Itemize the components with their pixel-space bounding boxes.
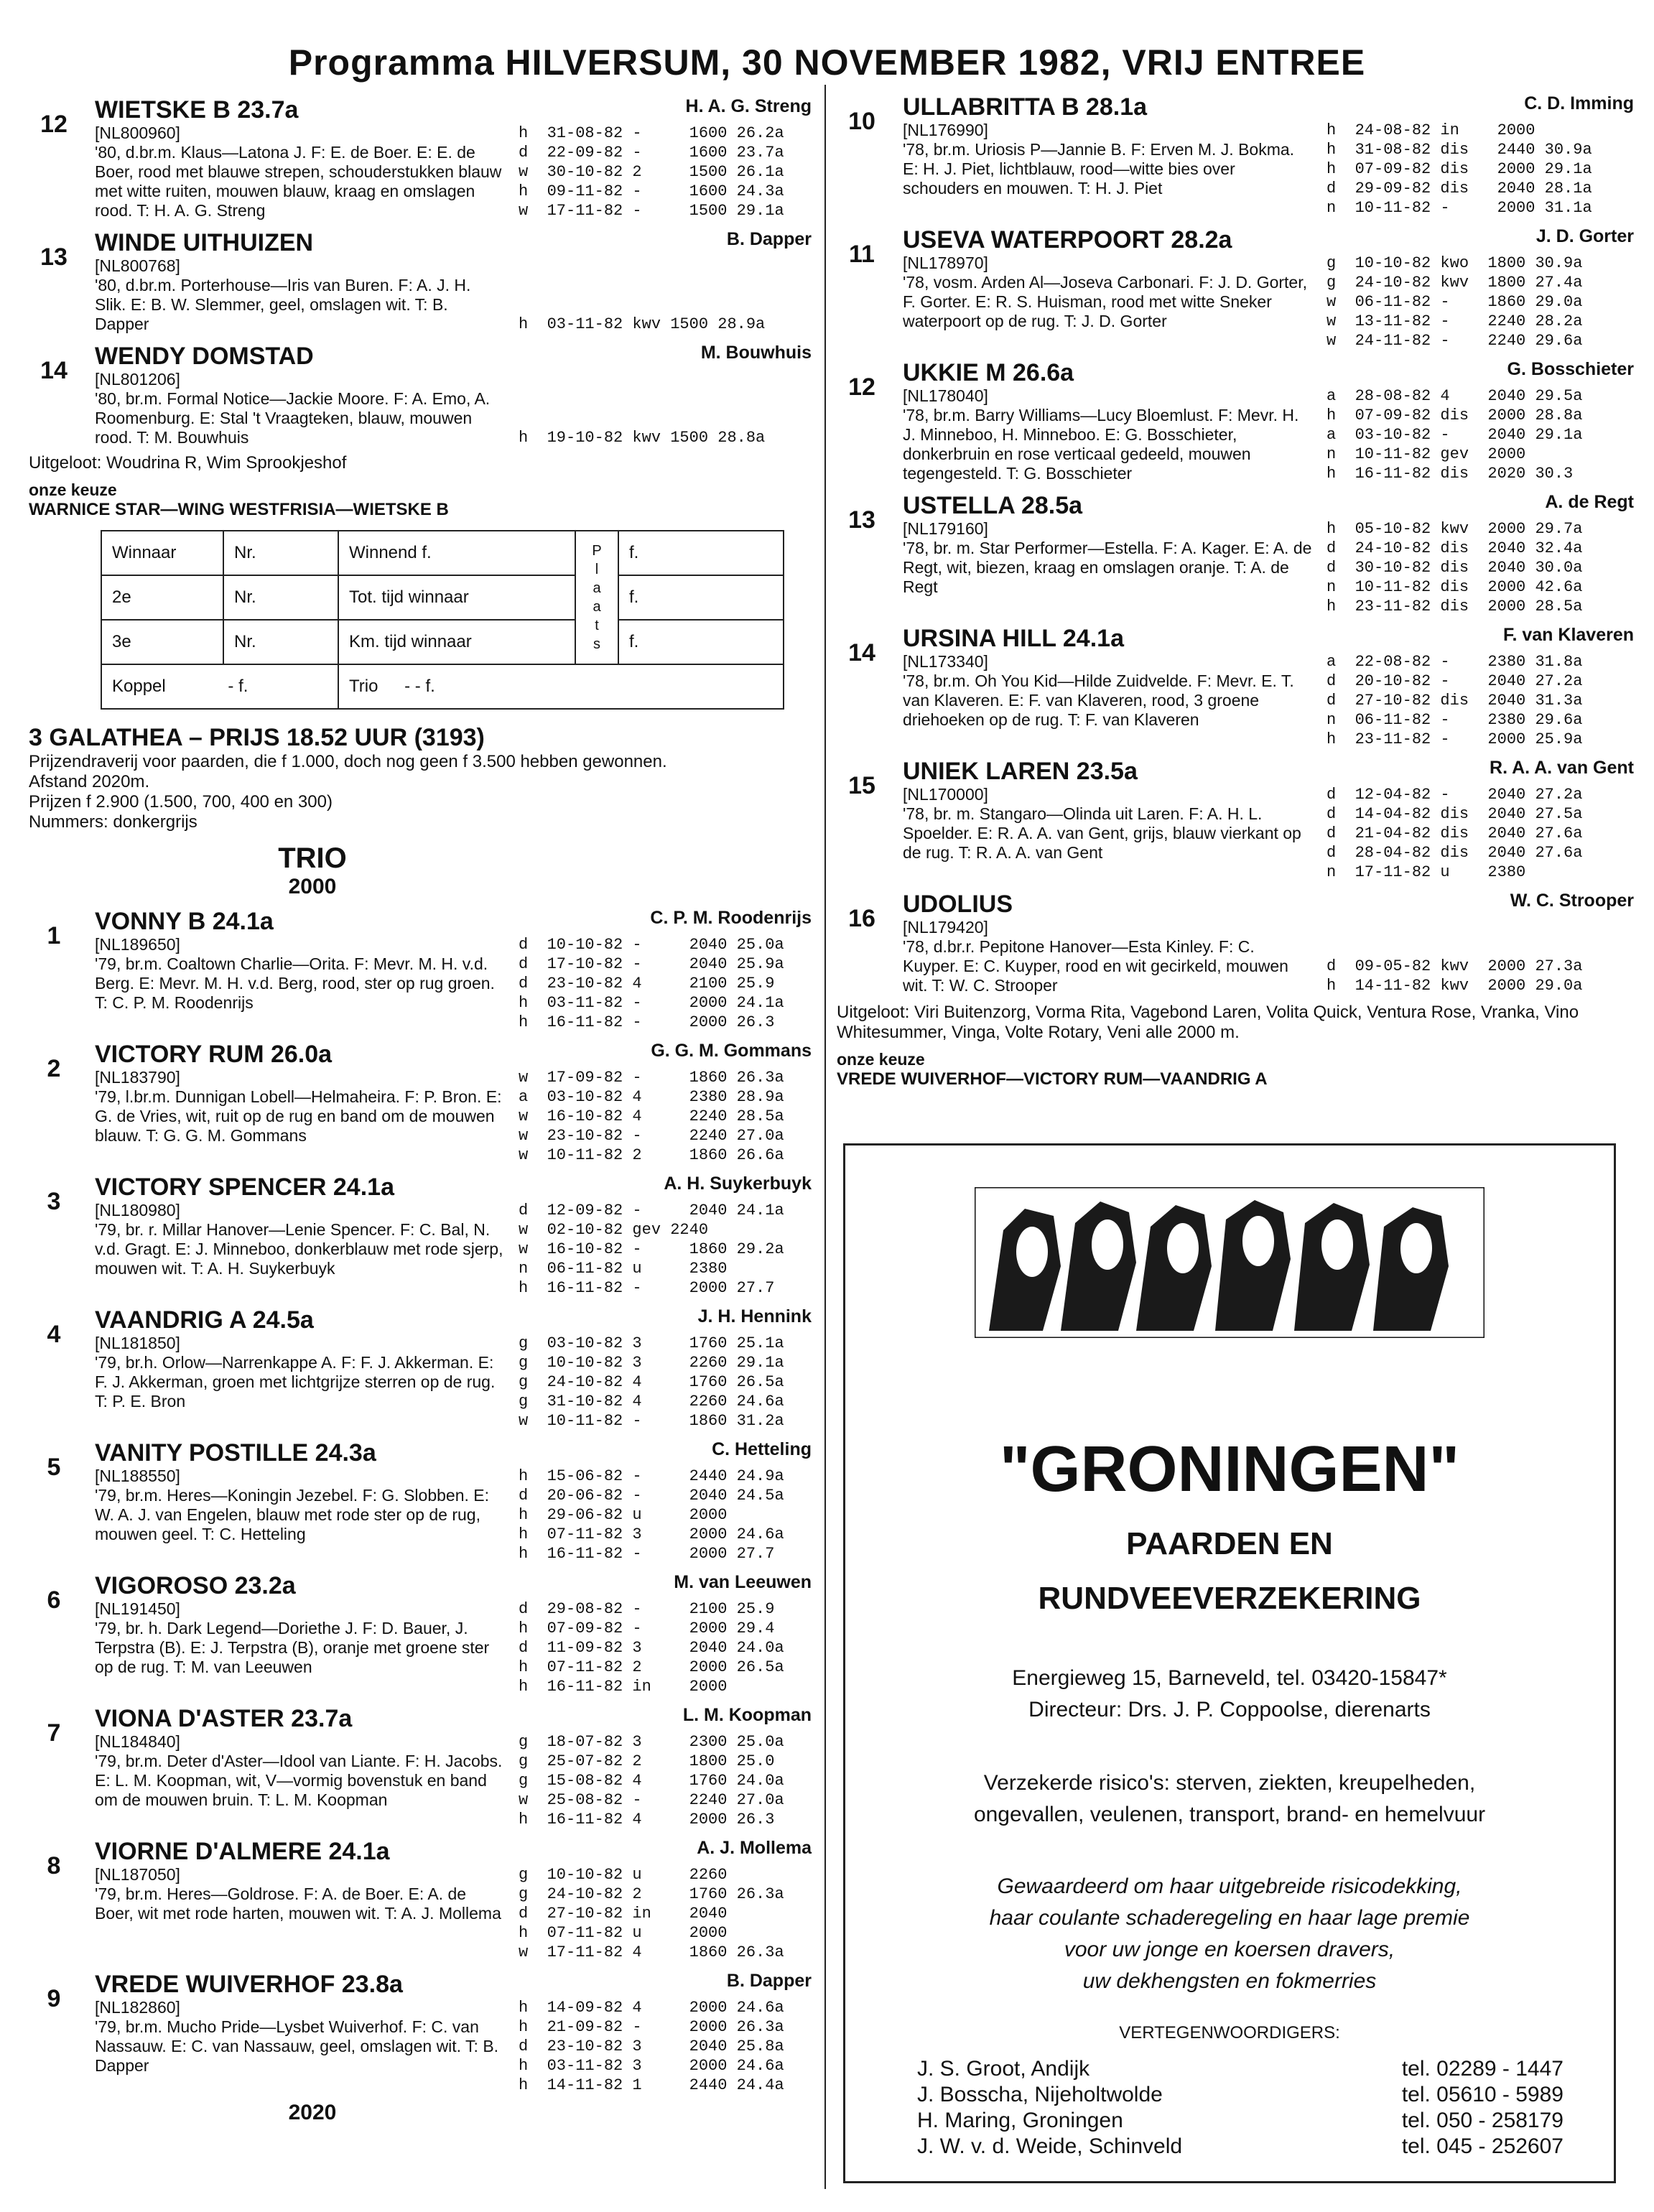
entry-number: 9 xyxy=(47,1985,61,2012)
horse-entry xyxy=(837,758,1634,882)
horse-name: USTELLA 28.5a xyxy=(903,492,1083,519)
rep-tel: tel. 02289 - 1447 xyxy=(1401,2057,1564,2081)
registration-number: [NL184840] xyxy=(95,1732,180,1751)
trainer-name: A. de Regt xyxy=(1545,492,1634,512)
trio-f: - - f. xyxy=(404,677,435,696)
nr-label: Nr. xyxy=(223,575,338,620)
horse-entry xyxy=(29,1572,812,1696)
horse-entry xyxy=(837,891,1634,995)
horse-name: UNIEK LAREN 23.5a xyxy=(903,758,1138,785)
reps-title: VERTEGENWOORDIGERS: xyxy=(1119,2023,1340,2043)
horse-description: '80, br.m. Formal Notice—Jackie Moore. F: A. Emo, A. Roomenburg. E: Stal 't Vraagteken, blauw, mouwen rood. T: M. Bouwhuis xyxy=(95,389,491,447)
trainer-name: B. Dapper xyxy=(726,229,812,249)
registration-number: [NL179420] xyxy=(903,918,988,937)
entry-number: 13 xyxy=(40,243,68,271)
trainer-name: J. H. Hennink xyxy=(697,1306,812,1326)
race-history: h 14-09-82 4 2000 24.6a h 21-09-82 - 2000 26.3a d 23-10-82 3 2040 25.8a h 03-11-82 3 2000 24.6a h 14-11-82 1 2440 24.4a xyxy=(519,1999,784,2094)
koppel-cell xyxy=(101,664,338,709)
entry-number: 1 xyxy=(47,922,61,949)
horse-description: '78, br.m. Uriosis P—Jannie B. F: Erven M. J. Bokma. E: H. J. Piet, lichtblauw, rood—witte bies over schouders en mouwen. T: H. J. Piet xyxy=(903,140,1295,198)
horse-description: '78, br. m. Star Performer—Estella. F: A. Kager. E: A. de Regt, wit, biezen, kraag en omslagen oranje. T: A. de Regt xyxy=(903,539,1312,596)
rep-name: J. S. Groot, Andijk xyxy=(917,2057,1090,2081)
horse-name: VIORNE D'ALMERE 24.1a xyxy=(95,1838,390,1865)
ad-risks-2: ongevallen, veulenen, transport, brand- en hemelvuur xyxy=(973,1803,1486,1826)
trainer-name: C. Hetteling xyxy=(712,1439,812,1459)
horse-name: WIETSKE B 23.7a xyxy=(95,96,299,124)
horse-description: '78, br. m. Stangaro—Olinda uit Laren. F: A. H. L. Spoelder. E: R. A. A. van Gent, grijs, blauw vierkant op de rug. T: R. A. A. van Gent xyxy=(903,804,1301,862)
trainer-name: A. J. Mollema xyxy=(697,1838,812,1858)
plaats-label: P l a a t s xyxy=(575,531,618,664)
registration-number: [NL179160] xyxy=(903,519,988,538)
race3-line: Prijzen f 2.900 (1.500, 700, 400 en 300) xyxy=(29,792,333,812)
horse-name: VREDE WUIVERHOF 23.8a xyxy=(95,1971,403,1998)
race-history: h 15-06-82 - 2440 24.9a d 20-06-82 - 2040 24.5a h 29-06-82 u 2000 h 07-11-82 3 2000 24.6a h 16-11-82 - 2000 27.7 xyxy=(519,1467,784,1563)
race3-line: Nummers: donkergrijs xyxy=(29,812,198,832)
rep-name: J. W. v. d. Weide, Schinveld xyxy=(917,2134,1183,2158)
entry-number: 10 xyxy=(848,108,875,135)
reps-list xyxy=(917,2056,1564,2160)
registration-number: [NL170000] xyxy=(903,785,988,804)
rep-name: H. Maring, Groningen xyxy=(917,2109,1123,2132)
page-title: Programma HILVERSUM, 30 NOVEMBER 1982, VRIJ ENTREE xyxy=(288,42,1366,83)
race-history: h 19-10-82 kwv 1500 28.8a xyxy=(519,429,766,447)
right-column xyxy=(837,85,1634,1089)
ad-italic-3: voor uw jonge en koersen dravers, xyxy=(1064,1938,1395,1961)
column-divider xyxy=(824,85,826,2189)
f-label: f. xyxy=(618,620,784,664)
registration-number: [NL191450] xyxy=(95,1599,180,1618)
horse-entry xyxy=(29,96,812,220)
nr-label: Nr. xyxy=(223,620,338,664)
tot-tijd-label: Tot. tijd winnaar xyxy=(338,575,575,620)
trainer-name: J. D. Gorter xyxy=(1535,226,1634,246)
race3-title: 3 GALATHEA – PRIJS 18.52 UUR (3193) xyxy=(29,724,485,751)
horse-description: '79, br.m. Heres—Koningin Jezebel. F: G. Slobben. E: W. A. J. van Engelen, blauw met rode ster op de rug, mouwen geel. T: C. Hetteling xyxy=(95,1486,490,1543)
registration-number: [NL187050] xyxy=(95,1865,180,1884)
horse-name: USEVA WATERPOORT 28.2a xyxy=(903,226,1232,254)
horse-name: UKKIE M 26.6a xyxy=(903,359,1074,386)
keuze-label: onze keuze xyxy=(837,1050,925,1069)
race-history: d 10-10-82 - 2040 25.0a d 17-10-82 - 2040 25.9a d 23-10-82 4 2100 25.9 h 03-11-82 - 2000 24.1a h 16-11-82 - 2000 26.3 xyxy=(519,936,784,1031)
horse-description: '79, l.br.m. Dunnigan Lobell—Helmaheira. F: P. Bron. E: G. de Vries, wit, ruit op de rug en band om de mouwen blauw. T: G. G. M. Gommans xyxy=(95,1087,502,1145)
ad-italic-1: Gewaardeerd om haar uitgebreide risicodekking, xyxy=(997,1874,1462,1898)
entry-number: 5 xyxy=(47,1454,61,1481)
horse-name: URSINA HILL 24.1a xyxy=(903,625,1124,652)
horse-entry xyxy=(29,1306,812,1431)
horse-entry xyxy=(837,625,1634,749)
registration-number: [NL180980] xyxy=(95,1201,180,1219)
rep-tel: tel. 050 - 258179 xyxy=(1401,2109,1564,2132)
horse-description: '78, br.m. Barry Williams—Lucy Bloemlust. F: Mevr. H. J. Minneboo, H. Minneboo. E: G. Bosschieter, donkerbruin en rose verticaal gedeeld, mouwen tegengesteld. T: G. Bosschieter xyxy=(903,406,1299,483)
left-column xyxy=(29,88,812,2125)
horse-description: '79, br.m. Coaltown Charlie—Orita. F: Mevr. M. H. v.d. Berg. E: Mevr. M. H. v.d. Berg, rood, ster op rug groen. T: C. P. M. Roodenrijs xyxy=(95,954,495,1012)
horse-entry xyxy=(29,908,812,1032)
horses-illustration xyxy=(975,1187,1485,1338)
horse-name: UDOLIUS xyxy=(903,891,1013,918)
ad-address: Energieweg 15, Barneveld, tel. 03420-15847* xyxy=(1012,1666,1447,1690)
race-history: a 22-08-82 - 2380 31.8a d 20-10-82 - 2040 27.2a d 27-10-82 dis 2040 31.3a n 06-11-82 - 2380 29.6a h 23-11-82 - 2000 25.9a xyxy=(1327,653,1583,748)
distance-2000: 2000 xyxy=(288,875,337,898)
rep-row xyxy=(917,2108,1564,2134)
registration-number: [NL178970] xyxy=(903,254,988,272)
horse-description: '78, br.m. Oh You Kid—Hilde Zuidvelde. F: Mevr. E. T. van Klaveren. E: F. van Klaveren, rood, 3 groene driehoeken op de rug. T: F. van Klaveren xyxy=(903,672,1294,729)
f-label: f. xyxy=(618,575,784,620)
entry-number: 15 xyxy=(848,772,875,799)
horse-entry xyxy=(29,1705,812,1829)
horse-entry xyxy=(29,1041,812,1165)
ad-italic-4: uw dekhengsten en fokmerries xyxy=(1082,1969,1377,1993)
trainer-name: L. M. Koopman xyxy=(682,1705,812,1725)
registration-number: [NL800960] xyxy=(95,124,180,142)
registration-number: [NL800768] xyxy=(95,256,180,275)
winnaar-label: Winnaar xyxy=(101,531,223,575)
ad-subtitle-2: RUNDVEEVERZEKERING xyxy=(1038,1581,1421,1616)
horse-name: VANITY POSTILLE 24.3a xyxy=(95,1439,376,1467)
horse-name: VICTORY SPENCER 24.1a xyxy=(95,1174,394,1201)
horse-entry xyxy=(29,1838,812,1962)
trainer-name: R. A. A. van Gent xyxy=(1490,758,1634,778)
race-history: d 12-04-82 - 2040 27.2a d 14-04-82 dis 2040 27.5a d 21-04-82 dis 2040 27.6a d 28-04-82 dis 2040 27.6a n 17-11-82 u 2380 xyxy=(1327,786,1583,881)
horse-description: '79, br.m. Mucho Pride—Lysbet Wuiverhof. F: C. van Nassauw. E: C. van Nassauw, geel, omslagen wit. T: B. Dapper xyxy=(95,2017,499,2075)
trainer-name: A. H. Suykerbuyk xyxy=(664,1174,812,1194)
ad-risks-1: Verzekerde risico's: sterven, ziekten, kreupelheden, xyxy=(983,1771,1476,1795)
entry-number: 6 xyxy=(47,1586,61,1614)
horse-name: WENDY DOMSTAD xyxy=(95,343,314,370)
race-history: h 03-11-82 kwv 1500 28.9a xyxy=(519,315,766,333)
horse-name: VICTORY RUM 26.0a xyxy=(95,1041,333,1068)
entry-number: 14 xyxy=(848,639,875,666)
rep-row xyxy=(917,2056,1564,2082)
horse-entry xyxy=(29,229,812,334)
insurance-advertisement xyxy=(843,1143,1616,2183)
rep-name: J. Bosscha, Nijeholtwolde xyxy=(917,2083,1163,2106)
horse-entry xyxy=(837,93,1634,218)
horse-name: VIONA D'ASTER 23.7a xyxy=(95,1705,353,1732)
koppel-label: Koppel xyxy=(112,677,166,696)
registration-number: [NL182860] xyxy=(95,1998,180,2017)
ad-director: Directeur: Drs. J. P. Coppoolse, dierenarts xyxy=(1028,1698,1431,1721)
entry-number: 3 xyxy=(47,1188,61,1215)
ad-subtitle-1: PAARDEN EN xyxy=(1126,1526,1333,1561)
f-label: f. xyxy=(618,531,784,575)
race-history: h 24-08-82 in 2000 h 31-08-82 dis 2440 30.9a h 07-09-82 dis 2000 29.1a d 29-09-82 dis 2040 28.1a n 10-11-82 - 2000 31.1a xyxy=(1327,121,1592,217)
entry-number: 2 xyxy=(47,1055,61,1082)
registration-number: [NL801206] xyxy=(95,370,180,389)
entry-number: 12 xyxy=(40,111,68,138)
entry-number: 4 xyxy=(47,1321,61,1348)
trio-cell xyxy=(338,664,784,709)
horse-entry xyxy=(837,226,1634,350)
trio-heading: TRIO xyxy=(278,842,347,874)
winnend-label: Winnend f. xyxy=(338,531,575,575)
trainer-name: M. van Leeuwen xyxy=(674,1572,812,1592)
race-history: g 10-10-82 kwo 1800 30.9a g 24-10-82 kwv 1800 27.4a w 06-11-82 - 1860 29.0a w 13-11-82 - 2240 28.2a w 24-11-82 - 2240 29.6a xyxy=(1327,254,1583,350)
horse-description: '79, br.m. Deter d'Aster—Idool van Liante. F: H. Jacobs. E: L. M. Koopman, wit, V—vormig bovenstuk en band om de mouwen bruin. T: L. M. Koopman xyxy=(95,1752,503,1809)
horse-name: VIGOROSO 23.2a xyxy=(95,1572,296,1599)
horse-name: WINDE UITHUIZEN xyxy=(95,229,314,256)
race-history: d 09-05-82 kwv 2000 27.3a h 14-11-82 kwv 2000 29.0a xyxy=(1327,957,1583,995)
entry-number: 13 xyxy=(848,506,875,534)
trainer-name: C. D. Imming xyxy=(1524,93,1634,113)
registration-number: [NL176990] xyxy=(903,121,988,139)
horse-name: VONNY B 24.1a xyxy=(95,908,274,935)
keuze-line: VREDE WUIVERHOF—VICTORY RUM—VAANDRIG A xyxy=(837,1069,1268,1089)
race2-entries-right xyxy=(837,93,1634,995)
km-tijd-label: Km. tijd winnaar xyxy=(338,620,575,664)
rep-tel: tel. 05610 - 5989 xyxy=(1401,2083,1564,2106)
brand-name: "GRONINGEN" xyxy=(999,1433,1460,1505)
race-history: g 10-10-82 u 2260 g 24-10-82 2 1760 26.3a d 27-10-82 in 2040 h 07-11-82 u 2000 w 17-11-82 4 1860 26.3a xyxy=(519,1866,784,1961)
race-history: w 17-09-82 - 1860 26.3a a 03-10-82 4 2380 28.9a w 16-10-82 4 2240 28.5a w 23-10-82 - 2240 27.0a w 10-11-82 2 1860 26.6a xyxy=(519,1069,784,1164)
trainer-name: B. Dapper xyxy=(726,1971,812,1991)
registration-number: [NL183790] xyxy=(95,1068,180,1087)
trainer-name: H. A. G. Streng xyxy=(685,96,812,116)
race-history: a 28-08-82 4 2040 29.5a h 07-09-82 dis 2000 28.8a a 03-10-82 - 2040 29.1a n 10-11-82 gev 2000 h 16-11-82 dis 2020 30.3 xyxy=(1327,387,1583,483)
trainer-name: F. van Klaveren xyxy=(1502,625,1634,645)
horse-description: '79, br. h. Dark Legend—Doriethe J. F: D. Bauer, J. Terpstra (B). E: J. Terpstra (B), oranje met groene ster op de rug. T: M. van Leeuwen xyxy=(95,1619,490,1676)
trainer-name: G. G. M. Gommans xyxy=(651,1041,812,1061)
horse-description: '78, vosm. Arden Al—Joseva Carbonari. F: J. D. Gorter, F. Gorter. E: R. S. Huisman, rood met witte Sneker waterpoort op de rug. T: J. D. Gorter xyxy=(903,273,1308,330)
race-history: h 31-08-82 - 1600 26.2a d 22-09-82 - 1600 23.7a w 30-10-82 2 1500 26.1a h 09-11-82 - 1600 24.3a w 17-11-82 - 1500 29.1a xyxy=(519,124,784,220)
horse-entry xyxy=(29,1174,812,1298)
horse-entry xyxy=(29,343,812,447)
horse-entry xyxy=(29,1971,812,2095)
horse-entry xyxy=(837,359,1634,483)
race3-line: Afstand 2020m. xyxy=(29,772,150,791)
distance-2020: 2020 xyxy=(288,2101,337,2124)
entry-number: 11 xyxy=(849,241,875,268)
keuze-label: onze keuze xyxy=(29,480,117,499)
race-history: g 18-07-82 3 2300 25.0a g 25-07-82 2 1800 25.0 g 15-08-82 4 1760 24.0a w 25-08-82 - 2240 27.0a h 16-11-82 4 2000 26.3 xyxy=(519,1733,784,1828)
horse-description: '80, d.br.m. Klaus—Latona J. F: E. de Boer. E: E. de Boer, rood met blauwe strepen, schouderstukken blauw met witte ruiten, mouwen blauw, kraag en omslagen rood. T: H. A. G. Streng xyxy=(95,143,502,220)
entry-number: 7 xyxy=(47,1719,61,1747)
ad-italic-2: haar coulante schaderegeling en haar lage premie xyxy=(989,1906,1470,1930)
registration-number: [NL188550] xyxy=(95,1467,180,1485)
race-history: d 29-08-82 - 2100 25.9 h 07-09-82 - 2000 29.4 d 11-09-82 3 2040 24.0a h 07-11-82 2 2000 26.5a h 16-11-82 in 2000 xyxy=(519,1600,784,1696)
race-history: g 03-10-82 3 1760 25.1a g 10-10-82 3 2260 29.1a g 24-10-82 4 1760 26.5a g 31-10-82 4 2260 24.6a w 10-11-82 - 1860 31.2a xyxy=(519,1334,784,1430)
horse-entry xyxy=(29,1439,812,1563)
trainer-name: M. Bouwhuis xyxy=(700,343,812,363)
rep-row xyxy=(917,2082,1564,2108)
uitgeloot-note: Uitgeloot: Woudrina R, Wim Sprookjeshof xyxy=(29,453,347,473)
race3-line: Prijzendraverij voor paarden, die f 1.000, doch nog geen f 3.500 hebben gewonnen. xyxy=(29,752,667,771)
horse-description: '80, d.br.m. Porterhouse—Iris van Buren. F: A. J. H. Slik. E: B. W. Slemmer, geel, omslagen wit. T: B. Dapper xyxy=(95,276,471,333)
entry-number: 12 xyxy=(848,373,875,401)
race2-entries xyxy=(29,96,812,447)
registration-number: [NL178040] xyxy=(903,386,988,405)
result-table xyxy=(101,530,784,710)
uitgeloot-note: Uitgeloot: Viri Buitenzorg, Vorma Rita, Vagebond Laren, Volita Quick, Ventura Rose, Vranka, Vino Whitesummer, Vinga, Volte Rotary, Veni alle 2000 m. xyxy=(837,1003,1579,1042)
registration-number: [NL173340] xyxy=(903,652,988,671)
trainer-name: W. C. Strooper xyxy=(1510,891,1634,911)
trio-entries xyxy=(29,908,812,2095)
horse-entry xyxy=(837,492,1634,616)
trio-label: Trio xyxy=(349,677,378,696)
horse-description: '79, br. r. Millar Hanover—Lenie Spencer. F: C. Bal, N. v.d. Gragt. E: J. Minneboo, donkerblauw met rode sjerp, mouwen wit. T: A. H. Suykerbuyk xyxy=(95,1220,503,1278)
horse-description: '79, br.h. Orlow—Narrenkappe A. F: F. J. Akkerman. E: F. J. Akkerman, groen met lichtgrijze sterren op de rug. T: P. E. Bron xyxy=(95,1353,496,1411)
trainer-name: C. P. M. Roodenrijs xyxy=(650,908,812,928)
entry-number: 8 xyxy=(47,1852,61,1879)
entry-number: 16 xyxy=(848,905,875,932)
koppel-f: - f. xyxy=(228,677,248,696)
registration-number: [NL189650] xyxy=(95,935,180,954)
trainer-name: G. Bosschieter xyxy=(1507,359,1634,379)
derde-label: 3e xyxy=(101,620,223,664)
registration-number: [NL181850] xyxy=(95,1334,180,1352)
horse-name: ULLABRITTA B 28.1a xyxy=(903,93,1148,121)
race-history: d 12-09-82 - 2040 24.1a w 02-10-82 gev 2240 w 16-10-82 - 1860 29.2a n 06-11-82 u 2380 h 16-11-82 - 2000 27.7 xyxy=(519,1202,784,1297)
keuze-line: WARNICE STAR—WING WESTFRISIA—WIETSKE B xyxy=(29,500,449,519)
race-history: h 05-10-82 kwv 2000 29.7a d 24-10-82 dis 2040 32.4a d 30-10-82 dis 2040 30.0a n 10-11-82 dis 2000 42.6a h 23-11-82 dis 2000 28.5a xyxy=(1327,520,1583,615)
entry-number: 14 xyxy=(40,357,68,384)
rep-row xyxy=(917,2134,1564,2160)
horse-description: '78, d.br.r. Pepitone Hanover—Esta Kinley. F: C. Kuyper. E: C. Kuyper, rood en wit gecirkeld, mouwen wit. T: W. C. Strooper xyxy=(903,937,1288,995)
tweede-label: 2e xyxy=(101,575,223,620)
horse-description: '79, br.m. Heres—Goldrose. F: A. de Boer. E: A. de Boer, wit met rode harten, mouwen wit. T: A. J. Mollema xyxy=(95,1885,501,1923)
nr-label: Nr. xyxy=(223,531,338,575)
rep-tel: tel. 045 - 252607 xyxy=(1401,2134,1564,2158)
horse-name: VAANDRIG A 24.5a xyxy=(95,1306,314,1334)
